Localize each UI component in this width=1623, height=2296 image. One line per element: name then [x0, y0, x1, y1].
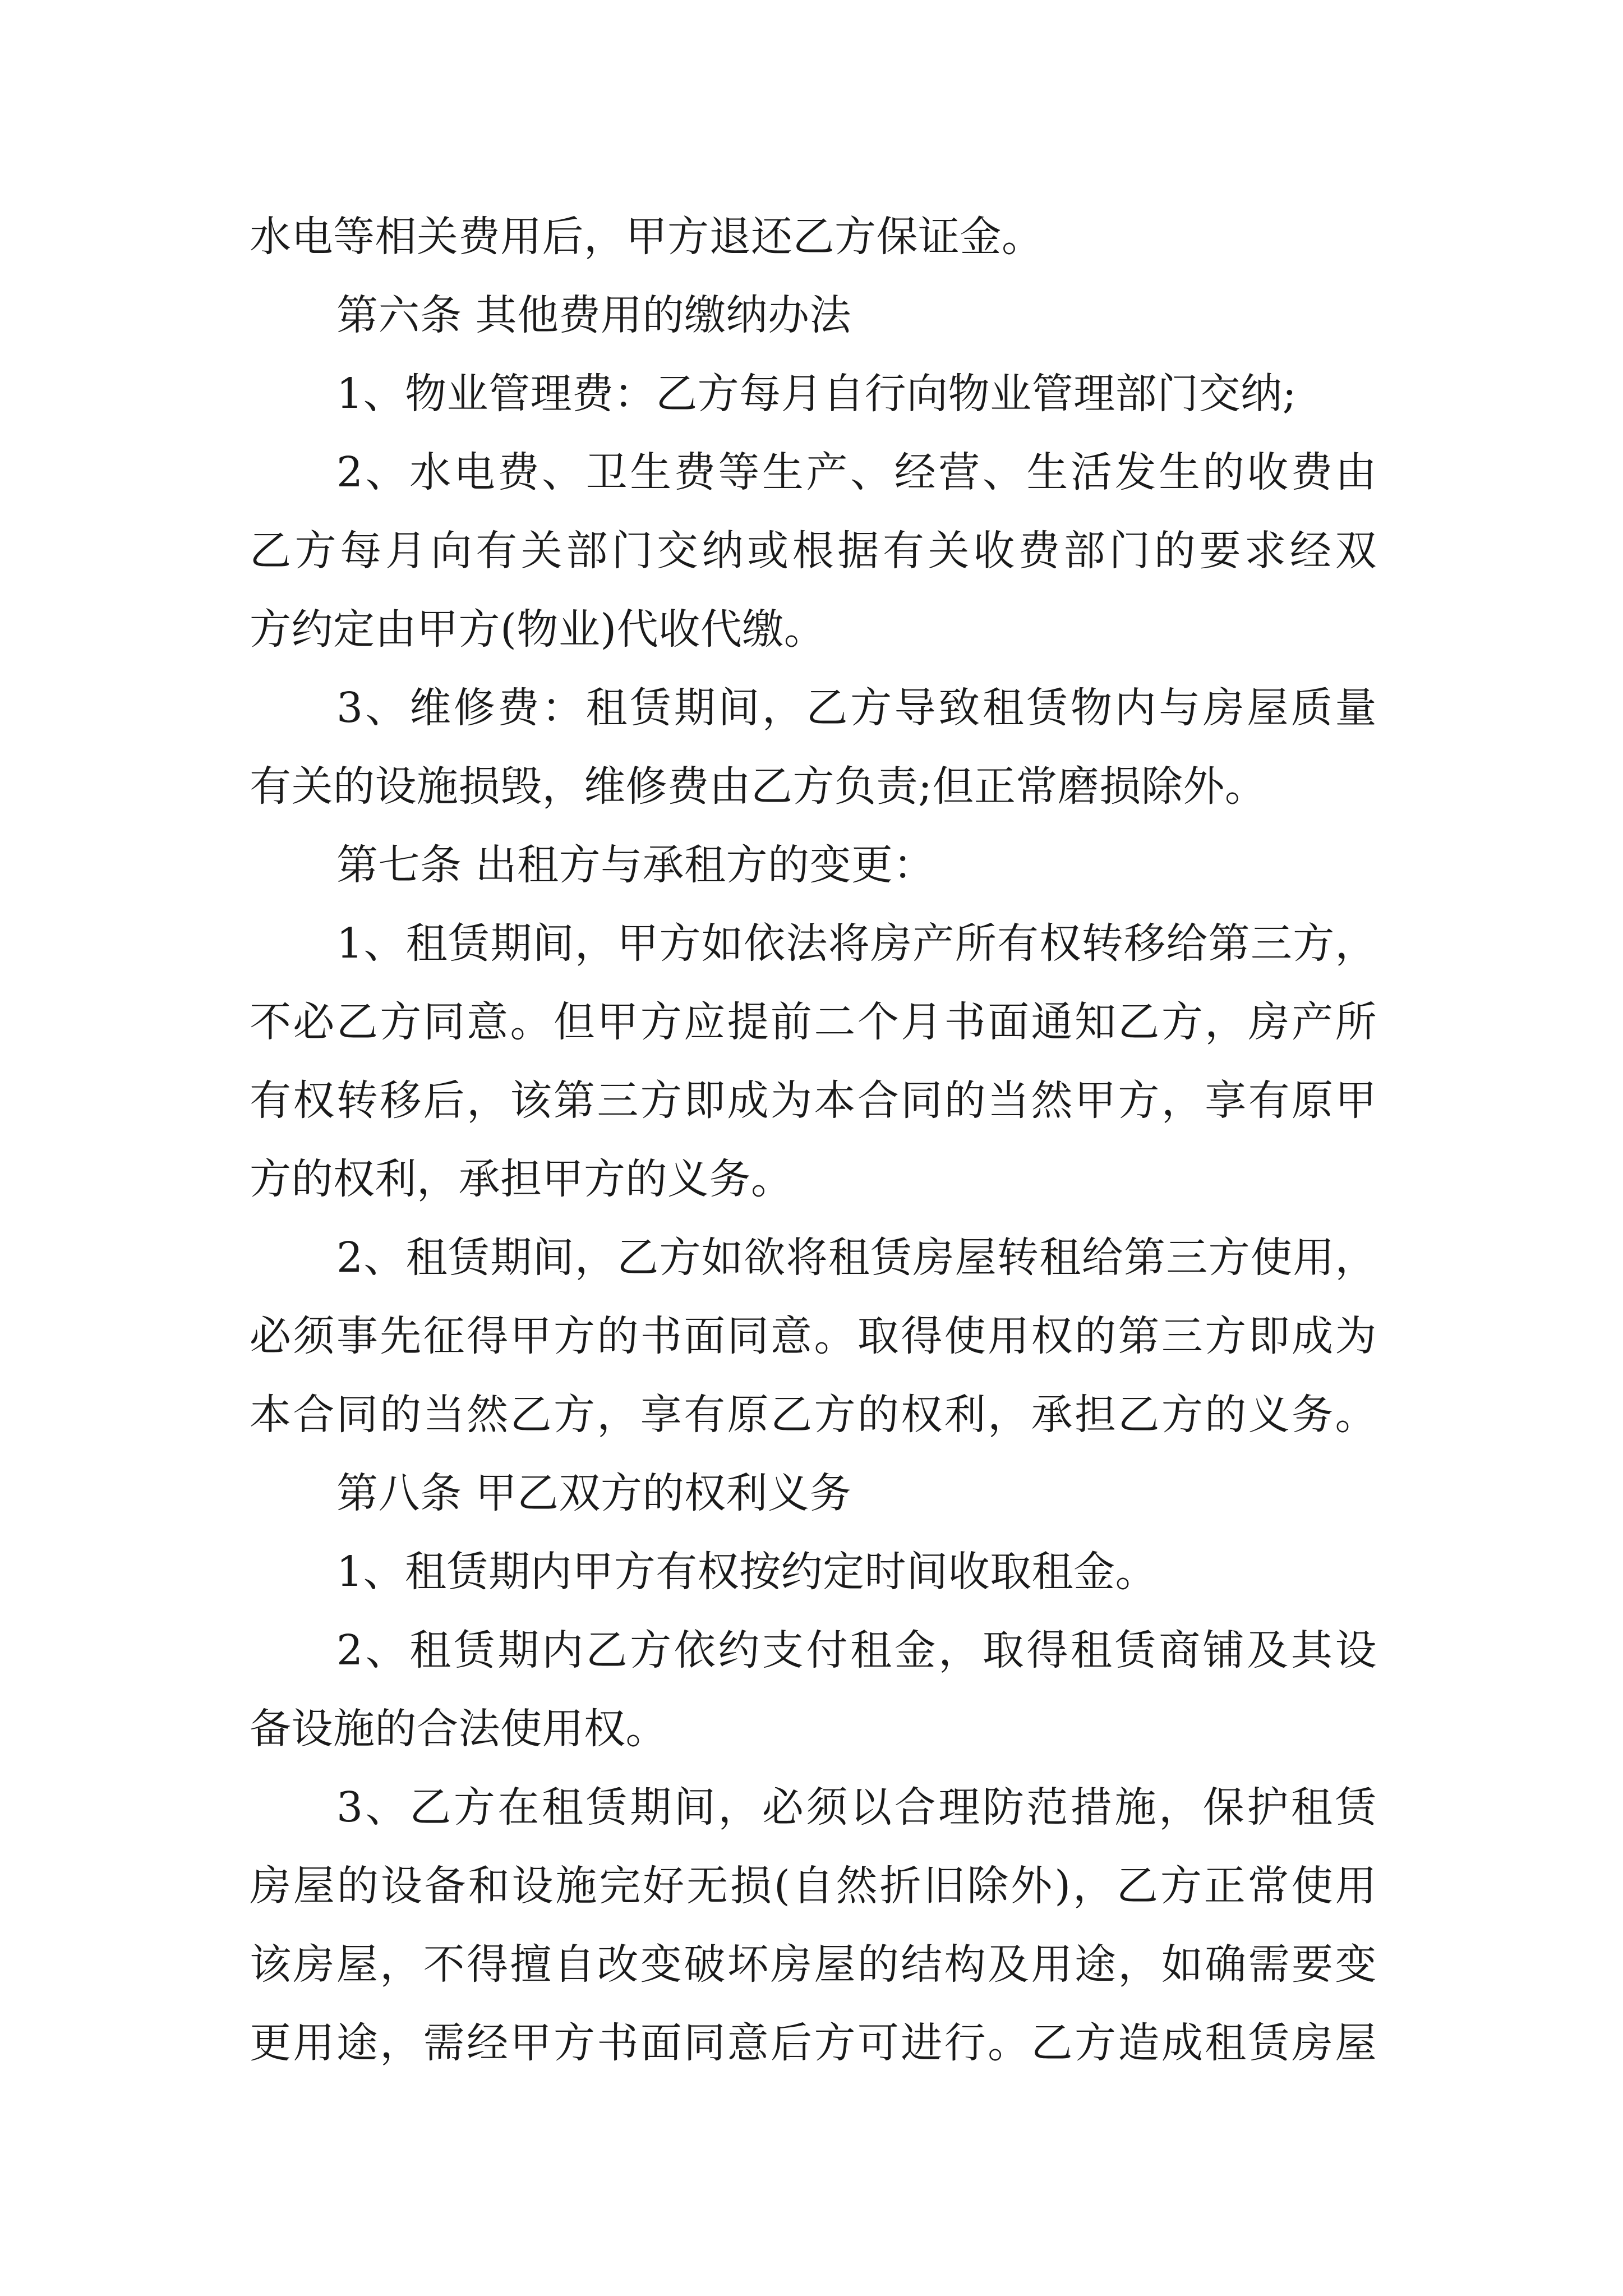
text-line: 方约定由甲方(物业)代收代缴。 [250, 605, 826, 654]
text-line: 方的权利，承担甲方的义务。 [250, 1155, 793, 1203]
text-line: 有关的设施损毁，维修费由乙方负责;但正常磨损除外。 [250, 762, 1267, 811]
text-line: 水电等相关费用后，甲方退还乙方保证金。 [250, 213, 1044, 261]
text-line: 1、租赁期内甲方有权按约定时间收取租金。 [336, 1548, 1158, 1596]
text-line: 2、租赁期间，乙方如欲将租赁房屋转租给第三方使用， [336, 1234, 1377, 1282]
text-line: 必须事先征得甲方的书面同意。取得使用权的第三方即成为 [250, 1312, 1377, 1360]
text-line: 乙方每月向有关部门交纳或根据有关收费部门的要求经双 [250, 527, 1377, 575]
text-line: 2、水电费、卫生费等生产、经营、生活发生的收费由 [336, 448, 1377, 496]
text-line: 不必乙方同意。但甲方应提前二个月书面通知乙方，房产所 [250, 998, 1377, 1046]
text-line: 3、维修费：租赁期间，乙方导致租赁物内与房屋质量 [336, 684, 1377, 732]
text-line: 1、物业管理费：乙方每月自行向物业管理部门交纳; [336, 370, 1297, 418]
section-heading: 第八条 甲乙双方的权利义务 [336, 1469, 852, 1517]
text-line: 3、乙方在租赁期间，必须以合理防范措施，保护租赁 [336, 1783, 1377, 1832]
text-line: 该房屋，不得擅自改变破坏房屋的结构及用途，如确需要变 [250, 1940, 1377, 1989]
text-line: 更用途，需经甲方书面同意后方可进行。乙方造成租赁房屋 [250, 2019, 1377, 2067]
text-line: 备设施的合法使用权。 [250, 1705, 667, 1753]
section-heading: 第七条 出租方与承租方的变更： [336, 841, 935, 889]
text-line: 1、租赁期间，甲方如依法将房产所有权转移给第三方， [336, 919, 1377, 968]
text-line: 2、租赁期内乙方依约支付租金，取得租赁商铺及其设 [336, 1626, 1377, 1674]
text-line: 房屋的设备和设施完好无损(自然折旧除外)，乙方正常使用 [250, 1862, 1377, 1910]
text-line: 有权转移后，该第三方即成为本合同的当然甲方，享有原甲 [250, 1076, 1377, 1125]
section-heading: 第六条 其他费用的缴纳办法 [336, 291, 852, 339]
text-line: 本合同的当然乙方，享有原乙方的权利，承担乙方的义务。 [250, 1391, 1377, 1439]
